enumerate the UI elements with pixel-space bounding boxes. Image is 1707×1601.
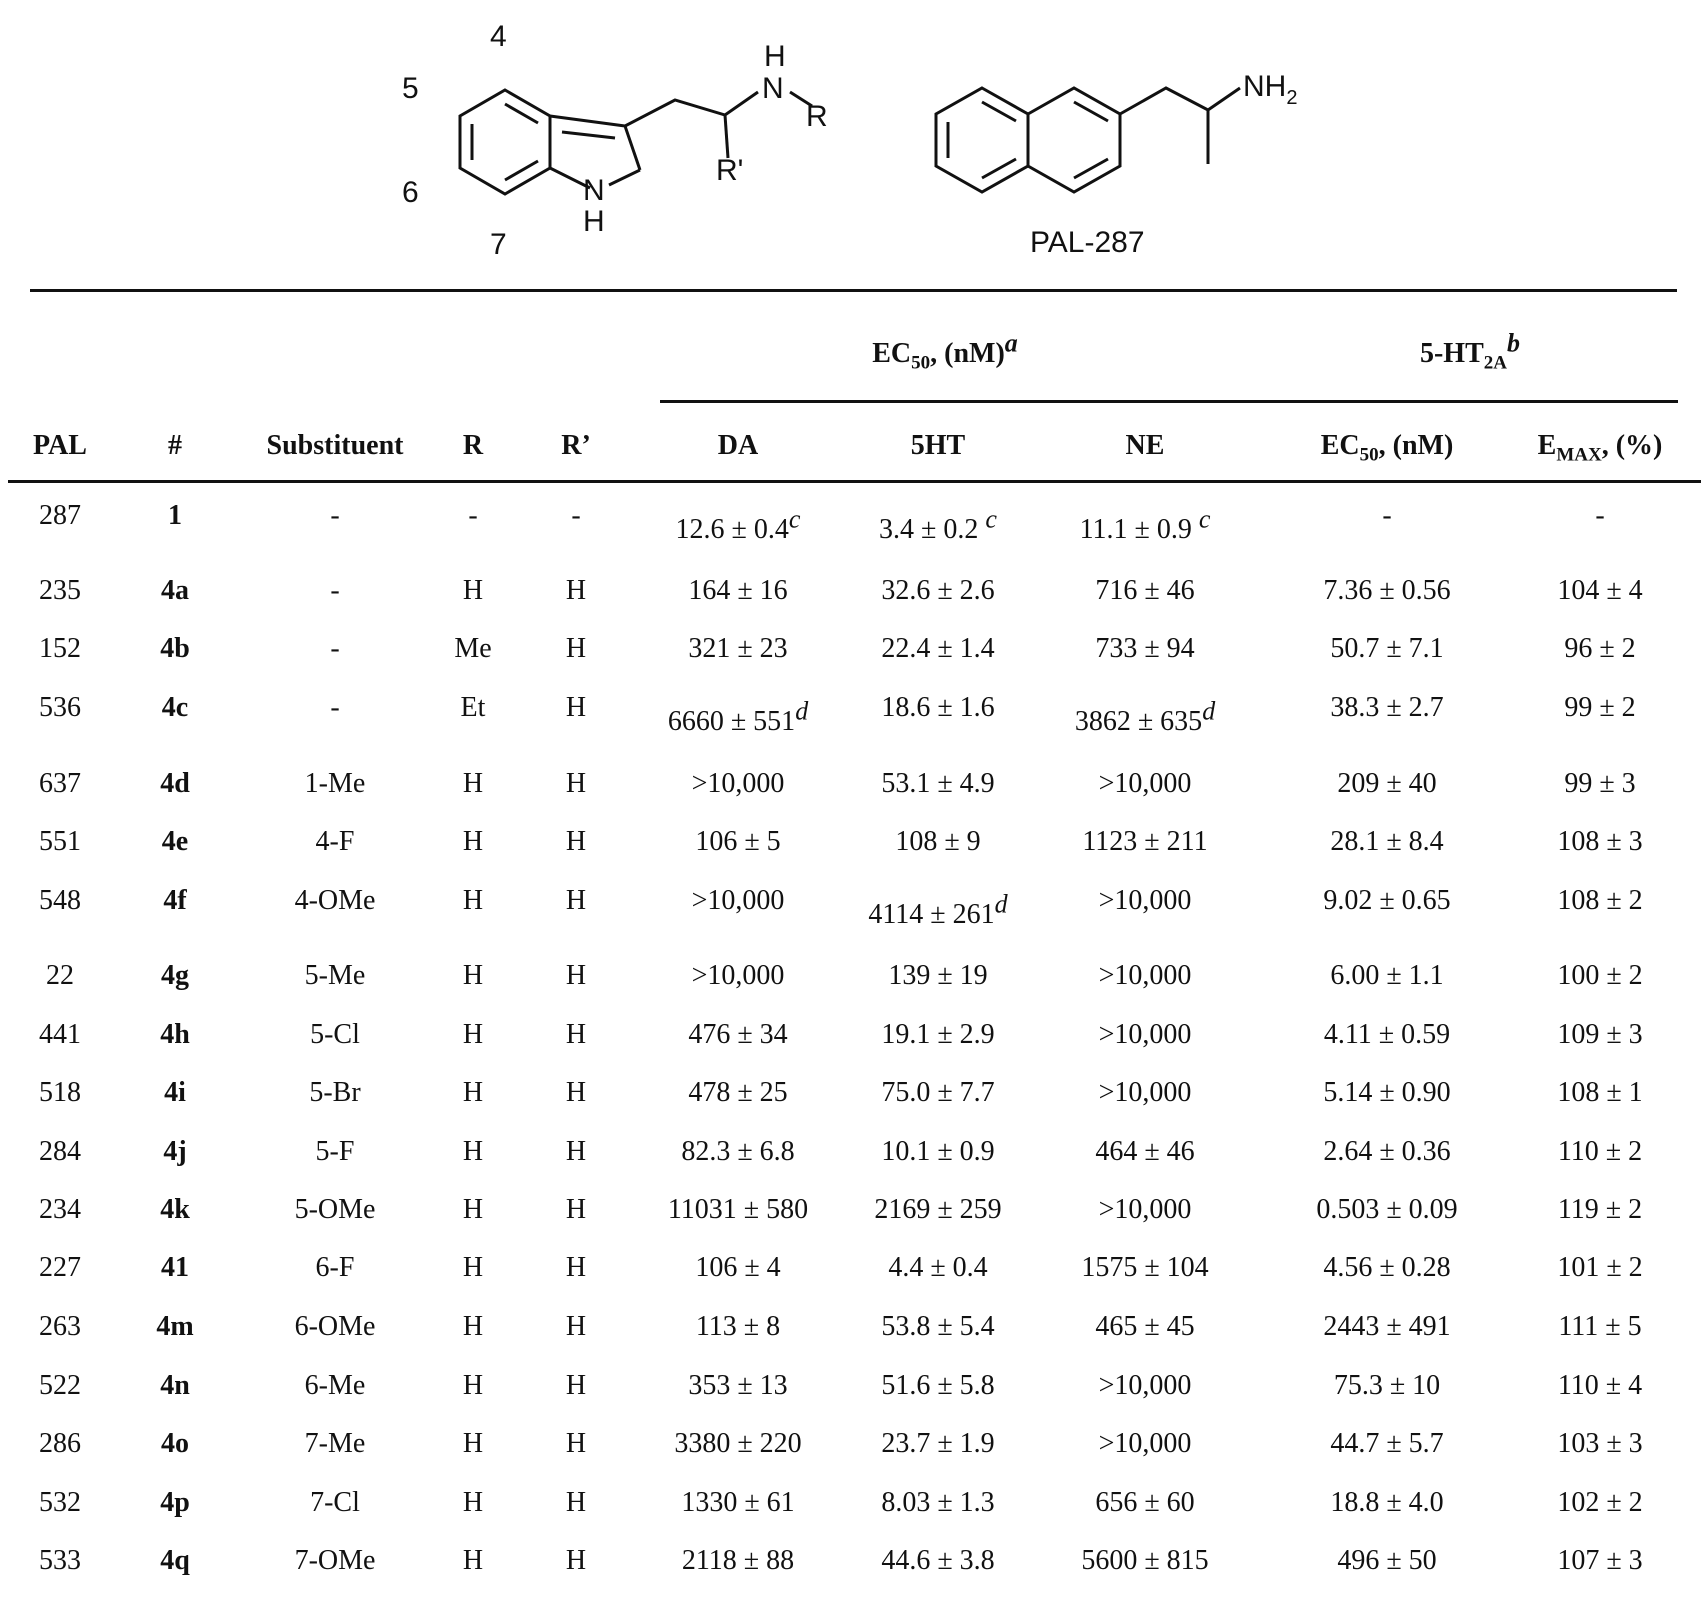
- substituent-cell: 7-Cl: [310, 1487, 360, 1518]
- amine-n-label: N: [762, 72, 784, 105]
- da-ec50-cell: 3380 ± 220: [674, 1428, 802, 1459]
- substituent-cell: 6-F: [315, 1252, 355, 1283]
- 5ht2a-ec50-cell: 496 ± 50: [1337, 1545, 1437, 1576]
- ne-ec50-cell: >10,000: [1098, 960, 1192, 991]
- da-ec50-cell: 2118 ± 88: [681, 1545, 795, 1576]
- compound-number-cell: 4b: [160, 633, 190, 664]
- 5ht-ec50-cell: 51.6 ± 5.8: [881, 1370, 995, 1401]
- ne-ec50-cell: >10,000: [1098, 1428, 1192, 1459]
- da-ec50-cell: 82.3 ± 6.8: [681, 1136, 795, 1167]
- compound-number-cell: 4d: [160, 768, 190, 799]
- indole-h-label: H: [583, 205, 605, 238]
- da-ec50-cell: >10,000: [691, 768, 785, 799]
- 5ht-ec50-cell: 18.6 ± 1.6: [881, 692, 995, 723]
- pal-cell: 441: [39, 1019, 81, 1050]
- col-header-num: #: [168, 430, 182, 461]
- pal-cell: 286: [39, 1428, 81, 1459]
- r-cell: H: [462, 1428, 484, 1459]
- r-cell: H: [462, 1487, 484, 1518]
- 5ht2a-ec50-cell: 4.11 ± 0.59: [1323, 1019, 1451, 1050]
- rprime-cell: H: [565, 1487, 587, 1518]
- pal-cell: 548: [39, 885, 81, 916]
- col-header-pal: PAL: [33, 430, 87, 461]
- ne-ec50-cell: >10,000: [1098, 1194, 1192, 1225]
- 5ht-ec50-cell: 32.6 ± 2.6: [881, 575, 995, 606]
- footnote-marker: d: [994, 889, 1008, 919]
- r-cell: H: [462, 768, 484, 799]
- 5ht2a-ec50-cell: 4.56 ± 0.28: [1323, 1252, 1451, 1283]
- 5ht2a-ec50-cell: 50.7 ± 7.1: [1330, 633, 1444, 664]
- substituent-cell: -: [330, 633, 340, 664]
- r-cell: -: [468, 500, 478, 531]
- r-cell: H: [462, 1370, 484, 1401]
- emax-cell: -: [1595, 500, 1605, 531]
- substituent-cell: 5-OMe: [294, 1194, 376, 1225]
- emax-cell: 108 ± 1: [1557, 1077, 1643, 1108]
- rprime-cell: H: [565, 1370, 587, 1401]
- rprime-cell: H: [565, 575, 587, 606]
- ne-ec50-cell: >10,000: [1098, 885, 1192, 916]
- 5ht2a-ec50-cell: 209 ± 40: [1337, 768, 1437, 799]
- r-cell: Me: [454, 633, 492, 664]
- indole-n-label: N: [583, 174, 605, 207]
- compound-number-cell: 4g: [161, 960, 189, 991]
- r-cell: H: [462, 1019, 484, 1050]
- rprime-cell: H: [565, 1311, 587, 1342]
- 5ht2a-ec50-cell: 18.8 ± 4.0: [1330, 1487, 1444, 1518]
- substituent-cell: 1-Me: [304, 768, 366, 799]
- emax-cell: 104 ± 4: [1557, 575, 1643, 606]
- 5ht2a-ec50-cell: 0.503 ± 0.09: [1316, 1194, 1458, 1225]
- da-ec50-cell: 321 ± 23: [688, 633, 788, 664]
- compound-number-cell: 4a: [161, 575, 189, 606]
- 5ht-ec50-cell: 22.4 ± 1.4: [881, 633, 995, 664]
- emax-cell: 108 ± 2: [1557, 885, 1643, 916]
- ne-ec50-cell: 5600 ± 815: [1081, 1545, 1209, 1576]
- 5ht-ec50-cell: 8.03 ± 1.3: [881, 1487, 995, 1518]
- ne-ec50-cell: 465 ± 45: [1095, 1311, 1195, 1342]
- pal-cell: 551: [39, 826, 81, 857]
- emax-cell: 119 ± 2: [1557, 1194, 1643, 1225]
- compound-number-cell: 4o: [161, 1428, 189, 1459]
- 5ht2a-ec50-cell: 9.02 ± 0.65: [1323, 885, 1451, 916]
- 5ht2a-ec50-cell: 75.3 ± 10: [1333, 1370, 1441, 1401]
- pal-cell: 532: [39, 1487, 81, 1518]
- emax-cell: 96 ± 2: [1564, 633, 1636, 664]
- r-cell: H: [462, 1077, 484, 1108]
- da-ec50-cell: 164 ± 16: [688, 575, 788, 606]
- indole-structure: [460, 90, 812, 194]
- compound-number-cell: 4j: [163, 1136, 187, 1167]
- ne-ec50-cell: 464 ± 46: [1095, 1136, 1195, 1167]
- rprime-cell: H: [565, 1428, 587, 1459]
- footnote-marker: c: [788, 504, 801, 534]
- da-ec50-cell: 11031 ± 580: [667, 1194, 809, 1225]
- pal-cell: 235: [39, 575, 81, 606]
- da-ec50-cell: 476 ± 34: [688, 1019, 788, 1050]
- 5ht-ec50-cell: 23.7 ± 1.9: [881, 1428, 995, 1459]
- rprime-cell: H: [565, 692, 587, 723]
- da-ec50-cell: 113 ± 8: [695, 1311, 781, 1342]
- position-6-label: 6: [402, 176, 419, 209]
- ne-ec50-cell: 1123 ± 211: [1082, 826, 1208, 857]
- 5ht-ec50-cell: 75.0 ± 7.7: [881, 1077, 995, 1108]
- rprime-cell: -: [571, 500, 581, 531]
- substituent-cell: -: [330, 692, 340, 723]
- da-ec50-cell: >10,000: [691, 960, 785, 991]
- rprime-cell: H: [565, 1077, 587, 1108]
- r-cell: H: [462, 575, 484, 606]
- substituent-cell: 5-Cl: [310, 1019, 360, 1050]
- pal-cell: 152: [39, 633, 81, 664]
- pal-cell: 227: [39, 1252, 81, 1283]
- r-cell: H: [462, 1194, 484, 1225]
- rprime-cell: H: [565, 768, 587, 799]
- 5ht-ec50-cell: 53.1 ± 4.9: [881, 768, 995, 799]
- emax-cell: 109 ± 3: [1557, 1019, 1643, 1050]
- emax-cell: 107 ± 3: [1557, 1545, 1643, 1576]
- compound-number-cell: 41: [161, 1252, 189, 1283]
- col-header-ne: NE: [1125, 430, 1165, 461]
- rprime-cell: H: [565, 633, 587, 664]
- 5ht-ec50-cell: 3.4 ± 0.2 c: [879, 504, 997, 545]
- 5ht-ec50-cell: 139 ± 19: [888, 960, 988, 991]
- emax-cell: 99 ± 3: [1564, 768, 1636, 799]
- r-cell: H: [462, 960, 484, 991]
- r-group-label: R: [806, 100, 828, 133]
- pal-cell: 284: [39, 1136, 81, 1167]
- substituent-cell: 5-F: [315, 1136, 355, 1167]
- ne-ec50-cell: 1575 ± 104: [1081, 1252, 1209, 1283]
- compound-number-cell: 1: [168, 500, 182, 531]
- pal-cell: 22: [46, 960, 74, 991]
- pal-cell: 287: [39, 500, 81, 531]
- 5ht2a-ec50-cell: 7.36 ± 0.56: [1323, 575, 1451, 606]
- da-ec50-cell: 1330 ± 61: [681, 1487, 795, 1518]
- col-header-ec50-2a: $EC_{50}$, (nM): [1320, 430, 1454, 466]
- 5ht-ec50-cell: 108 ± 9: [895, 826, 981, 857]
- substituent-cell: -: [330, 575, 340, 606]
- col-header-substituent: Substituent: [266, 430, 404, 461]
- ne-ec50-cell: 11.1 ± 0.9 c: [1079, 504, 1211, 545]
- ne-ec50-cell: >10,000: [1098, 1019, 1192, 1050]
- ne-ec50-cell: 733 ± 94: [1095, 633, 1195, 664]
- rprime-cell: H: [565, 1545, 587, 1576]
- naphthalene-structure: [936, 88, 1240, 192]
- 5ht-ec50-cell: 44.6 ± 3.8: [881, 1545, 995, 1576]
- pal-cell: 518: [39, 1077, 81, 1108]
- da-ec50-cell: 106 ± 5: [695, 826, 781, 857]
- pal-cell: 533: [39, 1545, 81, 1576]
- r-cell: H: [462, 1311, 484, 1342]
- compound-number-cell: 4m: [156, 1311, 194, 1342]
- pal-cell: 522: [39, 1370, 81, 1401]
- 5ht2a-ec50-cell: 2.64 ± 0.36: [1323, 1136, 1451, 1167]
- da-ec50-cell: 6660 ± 551d: [667, 696, 809, 737]
- pal-cell: 234: [39, 1194, 81, 1225]
- substituent-cell: -: [330, 500, 340, 531]
- ec50-group-rule: [660, 400, 1678, 403]
- footnote-marker: d: [795, 696, 809, 726]
- col-header-emax: $E_{MAX}$, (%): [1537, 430, 1663, 466]
- 5ht-ec50-cell: 10.1 ± 0.9: [881, 1136, 995, 1167]
- compound-number-cell: 4k: [160, 1194, 190, 1225]
- 5ht2a-ec50-cell: 2443 ± 491: [1323, 1311, 1451, 1342]
- rprime-cell: H: [565, 1194, 587, 1225]
- 5ht2a-ec50-cell: 28.1 ± 8.4: [1330, 826, 1444, 857]
- compound-number-cell: 4h: [160, 1019, 190, 1050]
- rprime-cell: H: [565, 1252, 587, 1283]
- emax-cell: 100 ± 2: [1557, 960, 1643, 991]
- emax-cell: 99 ± 2: [1564, 692, 1636, 723]
- 5ht-ec50-cell: 4.4 ± 0.4: [888, 1252, 988, 1283]
- position-7-label: 7: [490, 228, 507, 261]
- rprime-cell: H: [565, 826, 587, 857]
- pal-cell: 263: [39, 1311, 81, 1342]
- pal-cell: 637: [39, 768, 81, 799]
- col-header-rprime: R’: [561, 430, 591, 461]
- col-header-5ht: 5HT: [910, 430, 966, 461]
- ec50-group-header: $EC_{50}$, (nM)a: [872, 328, 1018, 374]
- substituent-cell: 7-OMe: [294, 1545, 376, 1576]
- emax-cell: 103 ± 3: [1557, 1428, 1643, 1459]
- r-cell: H: [462, 826, 484, 857]
- footnote-marker: c: [1198, 504, 1211, 534]
- compound-number-cell: 4e: [161, 826, 189, 857]
- compound-name-pal287: PAL-287: [1030, 226, 1145, 259]
- emax-cell: 110 ± 2: [1557, 1136, 1643, 1167]
- da-ec50-cell: 106 ± 4: [695, 1252, 781, 1283]
- position-4-label: 4: [490, 20, 507, 53]
- substituent-cell: 6-Me: [304, 1370, 366, 1401]
- compound-number-cell: 4i: [164, 1077, 186, 1108]
- ne-ec50-cell: >10,000: [1098, 768, 1192, 799]
- emax-cell: 102 ± 2: [1557, 1487, 1643, 1518]
- compound-number-cell: 4c: [161, 692, 189, 723]
- ne-ec50-cell: 716 ± 46: [1095, 575, 1195, 606]
- header-bottom-rule: [8, 480, 1701, 483]
- compound-number-cell: 4n: [160, 1370, 190, 1401]
- rprime-group-label: R': [716, 154, 744, 187]
- 5ht2a-ec50-cell: 38.3 ± 2.7: [1330, 692, 1444, 723]
- da-ec50-cell: 12.6 ± 0.4c: [675, 504, 801, 545]
- substituent-cell: 5-Me: [304, 960, 366, 991]
- emax-cell: 108 ± 3: [1557, 826, 1643, 857]
- 5ht2a-ec50-cell: 44.7 ± 5.7: [1330, 1428, 1444, 1459]
- r-cell: H: [462, 1136, 484, 1167]
- footnote-marker: d: [1202, 696, 1216, 726]
- compound-number-cell: 4f: [163, 885, 187, 916]
- 5ht2a-ec50-cell: -: [1382, 500, 1392, 531]
- rprime-cell: H: [565, 1136, 587, 1167]
- ne-ec50-cell: >10,000: [1098, 1370, 1192, 1401]
- amine-h-label: H: [764, 40, 786, 73]
- da-ec50-cell: >10,000: [691, 885, 785, 916]
- 5ht2a-ec50-cell: 6.00 ± 1.1: [1330, 960, 1444, 991]
- substituent-cell: 5-Br: [309, 1077, 361, 1108]
- r-cell: H: [462, 885, 484, 916]
- r-cell: H: [462, 1252, 484, 1283]
- compound-number-cell: 4p: [160, 1487, 190, 1518]
- substituent-cell: 4-OMe: [294, 885, 376, 916]
- 5ht-ec50-cell: 19.1 ± 2.9: [881, 1019, 995, 1050]
- r-cell: H: [462, 1545, 484, 1576]
- compound-number-cell: 4q: [160, 1545, 190, 1576]
- footnote-marker: c: [985, 504, 997, 534]
- col-header-da: DA: [717, 430, 759, 461]
- rprime-cell: H: [565, 1019, 587, 1050]
- nh2-label: $NH_2$: [1243, 70, 1298, 109]
- ne-ec50-cell: >10,000: [1098, 1077, 1192, 1108]
- emax-cell: 110 ± 4: [1557, 1370, 1643, 1401]
- 5ht2a-ec50-cell: 5.14 ± 0.90: [1323, 1077, 1451, 1108]
- substituent-cell: 7-Me: [304, 1428, 366, 1459]
- pal-cell: 536: [39, 692, 81, 723]
- da-ec50-cell: 353 ± 13: [688, 1370, 788, 1401]
- 5ht2a-group-header: $5-HT_{2A}b$: [1419, 328, 1520, 374]
- ne-ec50-cell: 3862 ± 635d: [1074, 696, 1216, 737]
- da-ec50-cell: 478 ± 25: [688, 1077, 788, 1108]
- r-cell: Et: [460, 692, 486, 723]
- substituent-cell: 6-OMe: [294, 1311, 376, 1342]
- rprime-cell: H: [565, 960, 587, 991]
- 5ht-ec50-cell: 53.8 ± 5.4: [881, 1311, 995, 1342]
- position-5-label: 5: [402, 72, 419, 105]
- 5ht-ec50-cell: 2169 ± 259: [874, 1194, 1002, 1225]
- structure-diagrams: [0, 0, 1707, 270]
- table-top-rule: [30, 289, 1677, 292]
- rprime-cell: H: [565, 885, 587, 916]
- ne-ec50-cell: 656 ± 60: [1095, 1487, 1195, 1518]
- col-header-r: R: [462, 430, 484, 461]
- substituent-cell: 4-F: [315, 826, 355, 857]
- emax-cell: 101 ± 2: [1557, 1252, 1643, 1283]
- 5ht-ec50-cell: 4114 ± 261d: [868, 889, 1008, 930]
- emax-cell: 111 ± 5: [1558, 1311, 1642, 1342]
